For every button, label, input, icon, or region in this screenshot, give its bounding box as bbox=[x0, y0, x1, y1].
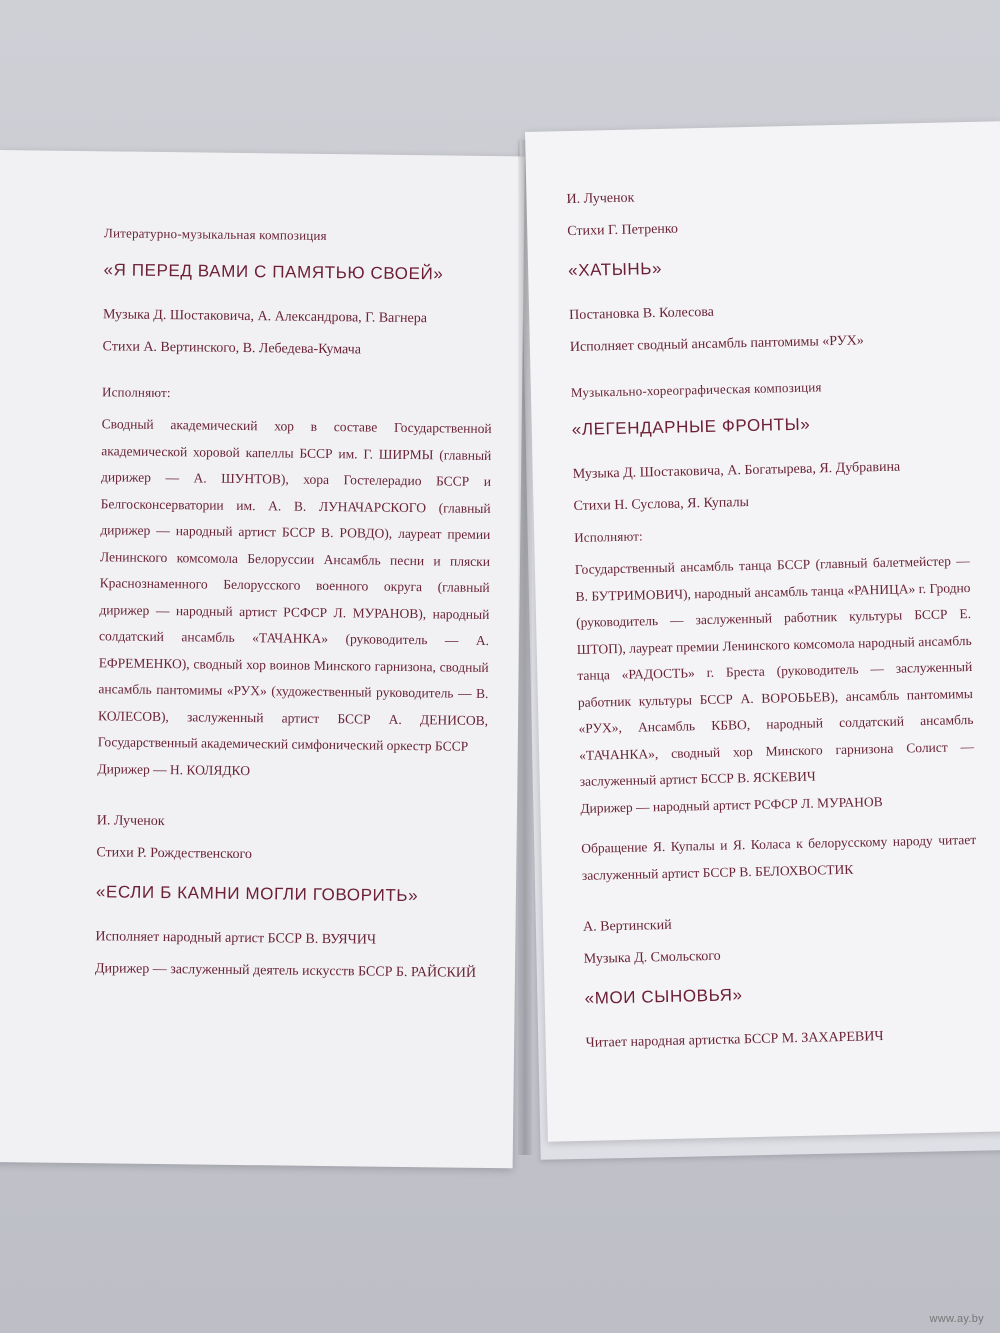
lyrics-credit-3: Стихи Г. Петренко bbox=[567, 221, 679, 240]
intro-label-4: Музыкально-хореографическая композиция bbox=[570, 379, 822, 401]
performer-credit: Исполняет народный артист БССР В. ВУЯЧИЧ bbox=[95, 929, 377, 948]
title-khatyn: «ХАТЫНЬ» bbox=[567, 258, 663, 281]
right-page-content bbox=[566, 180, 981, 1065]
performers-label-4: Исполняют: bbox=[574, 528, 644, 545]
music-credit: Музыка Д. Шостаковича, А. Александрова, Г. Вагнера bbox=[102, 307, 428, 327]
author-credit-5: А. Вертинский bbox=[582, 917, 672, 935]
performers-text: Сводный академический хор в составе Государственной академической хоровой капеллы БССР им. Г. ШИРМЫ (главный дирижер — А. ШУНТОВ), хора Гостелерадио БССР и Белгосконсерватории им. А. В. ЛУНАЧАРСКОГО (главный дирижер — народный артист БССР В. РОВДО), лауреат премии Ленинского комсомола Белоруссии Ансамбль песни и пляски Краснознаменного Белорусского военного округа (главный дирижер — народный артист РСФСР Л. МУРАНОВ), народный солдатский ансамбль «ТАЧАНКА» (руководитель — А. ЕФРЕМЕНКО), сводный хор воинов Минского гарнизона, сводный ансамбль пантомимы «РУХ» (художественный руководитель — В. КОЛЕСОВ), заслуженный артист БССР А. ДЕНИСОВ, Государственный академический симфонический оркестр БССР bbox=[97, 416, 492, 754]
lyrics-credit: Стихи А. Вертинского, В. Лебедева-Кумача bbox=[102, 339, 362, 358]
conductor-credit-4: Дирижер — народный артист РСФСР Л. МУРАНОВ bbox=[580, 793, 883, 816]
performers-text-4: Государственный ансамбль танца БССР (главный балетмейстер — В. БУТРИМОВИЧ), народный ансамбль танца «РАНИЦА» г. Гродно (руководитель — заслуженный работник культуры БССР Е. ШТОП), лауреат премии Ленинского комсомола народный ансамбль танца «РАДОСТЬ» г. Бреста (руководитель — заслуженный работник культуры БССР А. ВОРОБЬЕВ), ансамбль пантомимы «РУХ», Ансамбль КБВО, народный солдатский ансамбль «ТАЧАНКА», сводный хор Минского гарнизона Солист — заслуженный артист БССР В. ЯСКЕВИЧ bbox=[574, 553, 975, 789]
title-moi-synovya: «МОИ СЫНОВЬЯ» bbox=[584, 985, 743, 1008]
intro-label: Литературно-музыкальная композиция bbox=[103, 225, 327, 243]
music-credit-5: Музыка Д. Смольского bbox=[583, 948, 721, 967]
composer-credit-3: И. Лученок bbox=[566, 190, 635, 208]
performer-credit-3: Исполняет сводный ансамбль пантомимы «РУХ» bbox=[569, 333, 864, 356]
lyrics-credit-4: Стихи Н. Суслова, Я. Купалы bbox=[573, 495, 750, 514]
staging-credit: Постановка В. Колесова bbox=[569, 304, 715, 324]
music-credit-4: Музыка Д. Шостаковича, А. Богатырева, Я. Дубравина bbox=[572, 459, 901, 483]
right-page bbox=[525, 121, 1000, 1142]
reader-credit: Читает народная артистка БССР М. ЗАХАРЕВИЧ bbox=[585, 1029, 884, 1051]
title-ya-pered-vami: «Я ПЕРЕД ВАМИ С ПАМЯТЬЮ СВОЕЙ» bbox=[103, 260, 444, 284]
left-page-content bbox=[95, 223, 494, 995]
conductor-credit-2: Дирижер — заслуженный деятель искусств БССР Б. РАЙСКИЙ bbox=[94, 961, 477, 981]
address-credit: Обращение Я. Купалы и Я. Коласа к белорусскому народу читает заслуженный артист БССР В. БЕЛОХВОСТИК bbox=[581, 831, 977, 883]
composer-credit: И. Лученок bbox=[96, 813, 165, 830]
title-esli-b-kamni: «ЕСЛИ Б КАМНИ МОГЛИ ГОВОРИТЬ» bbox=[95, 882, 419, 906]
conductor-credit: Дирижер — Н. КОЛЯДКО bbox=[97, 760, 251, 778]
watermark: www.ay.by bbox=[929, 1313, 984, 1325]
lyrics-credit-2: Стихи Р. Рождественского bbox=[96, 845, 253, 863]
left-page bbox=[0, 150, 525, 1168]
performers-label: Исполняют: bbox=[101, 384, 171, 401]
title-legendarnye-fronty: «ЛЕГЕНДАРНЫЕ ФРОНТЫ» bbox=[571, 414, 811, 440]
